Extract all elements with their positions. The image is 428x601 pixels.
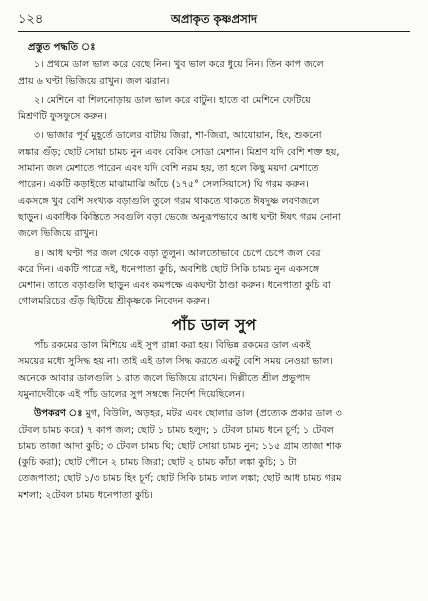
text-line: ৩। ভাজার পূর্ব মুহূর্তে ডালের বাটায় জিরা, শা-জিরা, আযোয়ান, হিং, শুকনো	[34, 130, 322, 142]
header-rule	[18, 31, 410, 32]
text-line: সময়ের মধ্যে সুসিদ্ধ হয় না। তাই এই ডাল সিদ্ধ করতে একটু বেশি সময় নেওয়া ভাল।	[18, 356, 333, 368]
step-4	[18, 246, 410, 311]
text-line: করে দিন। একটি পাত্রে দই, ধনেপাতা কুচি, অবশিষ্ট ছোট সিকি চামচ নুন একসঙ্গে	[18, 263, 320, 275]
text-line: প্রায় ৬ ঘণ্টা ভিজিয়ে রাখুন। জল ঝরান।	[18, 75, 170, 87]
text-line: পারেন। একটি কড়াইতে মাঝামাঝি আঁচে (১৭৫° সেলসিয়াসে) ঘি গরম করুন।	[18, 179, 309, 191]
text-line: সামান্য জল মেশাতে পারেন এবং যদি বেশি নরম হয়, তা হলে কিছু ময়দা মেশাতে	[18, 163, 319, 175]
ingredients-text: মুগ, বিউলি, অড়হর, মটর এবং ছোলার ডাল (প্রত্যেক প্রকার ডাল ৩	[85, 408, 342, 420]
text-line: গোলমরিচের গুঁড় ছিটিয়ে শ্রীকৃষ্ণকে নিবেদন করুন।	[18, 296, 210, 308]
step-2	[18, 93, 410, 126]
text-line: মশলা; ২টেবল চামচ ধনেপাতা কুচি।	[18, 489, 153, 501]
method-heading: প্রস্তুত পদ্ধতি ঃ	[28, 42, 96, 53]
intro-paragraph	[18, 338, 410, 403]
text-line: তেজপাতা; ছোট ১/৩ চামচ হিং চূর্ণ; ছোট সিকি চামচ লাল লঙ্কা; ছোট আধ চামচ গরম	[18, 473, 342, 485]
text-line: লঙ্কার গুঁড়; ছোট সোয়া চামচ নুন এবং বেকিং সোডা মেশান। মিশ্রণ যদি বেশি শক্ত হয়,	[18, 146, 340, 158]
text-line: ১। প্রথমে ডাল ভাল করে বেছে নিন। খুব ভাল করে ধুয়ে নিন। তিন কাপ জলে	[34, 59, 324, 71]
ingredients	[18, 406, 410, 504]
text-line: (কুচি করা); ছোট পৌনে ২ চামচ জিরা; ছোট ২ চামচ কাঁচা লঙ্কা কুচি; ১ টা	[18, 457, 297, 469]
page-number: ১২৪	[18, 12, 44, 27]
text-line: ২। মেশিনে বা শিলনোড়ায় ডাল ভাল করে বাটুন। হাতে বা মেশিনে ফেটিয়ে	[34, 94, 311, 106]
text-line: মিশ্রণটি ফুসফুসে করুন।	[18, 111, 107, 123]
page-body	[18, 40, 410, 507]
text-line: ৪। আধ ঘণ্টা পর জল থেকে বড়া তুলুন। আলতোভাবে চেপে চেপে জল বের	[34, 247, 321, 259]
page-header	[18, 8, 410, 30]
running-title: অপ্রাকৃত কৃষ্ণপ্রসাদ	[170, 12, 258, 26]
step-1	[18, 57, 410, 90]
text-line: জলে ভিজিয়ে রাখুন।	[18, 228, 98, 240]
ingredients-label: উপকরণ ঃ	[34, 408, 83, 420]
text-line: ছাড়ুন। একাধিক কিস্তিতে সবগুলি বড়া ভেজে অনুরূপভাবে আধ ঘণ্টা ঈষৎ গরম নোনা	[18, 211, 341, 223]
step-3	[18, 128, 410, 242]
text-line	[18, 406, 410, 422]
text-line: চামচ তাজা আদা কুচি; ৩ টেবল চামচ ঘি; ছোট সোয়া চামচ নুন; ১১৫ গ্রাম তাজা শাক	[18, 440, 342, 452]
text-line: যমুনাদেবীকে এই পাঁচ ডালের সুপ সম্বন্ধে নির্দেশ দিয়েছিলেন।	[18, 388, 245, 400]
text-line: অনেকে আবার ডালগুলি ১ রাত জলে ভিজিয়ে রাখেন। দিল্লীতে শ্রীল প্রভুপাদ	[18, 372, 311, 384]
text-line: টেবল চামচ করে) ৭ কাপ জল; ছোট ১ চামচ হলুদ; ১ টেবল চামচ ধনে চূর্ণ; ১ টেবল	[18, 424, 334, 436]
text-line: পাঁচ রকমের ডাল মিশিয়ে এই সুপ রান্না করা হয়। বিভিন্ন রকমের ডাল একই	[34, 340, 311, 352]
text-line: মেশান। তাতে বড়াগুলি ছাড়ুন এবং কমপক্ষে একঘণ্টা ঠাণ্ডা করুন। ধনেপাতা কুচি বা	[18, 280, 331, 292]
section-title: পাঁচ ডাল সুপ	[171, 315, 257, 334]
text-line: একসঙ্গে খুব বেশি সংখ্যক বড়াগুলি তুলে গরম থাকতে থাকতে ঈষদুষ্ণ লবণজলে	[18, 195, 320, 207]
